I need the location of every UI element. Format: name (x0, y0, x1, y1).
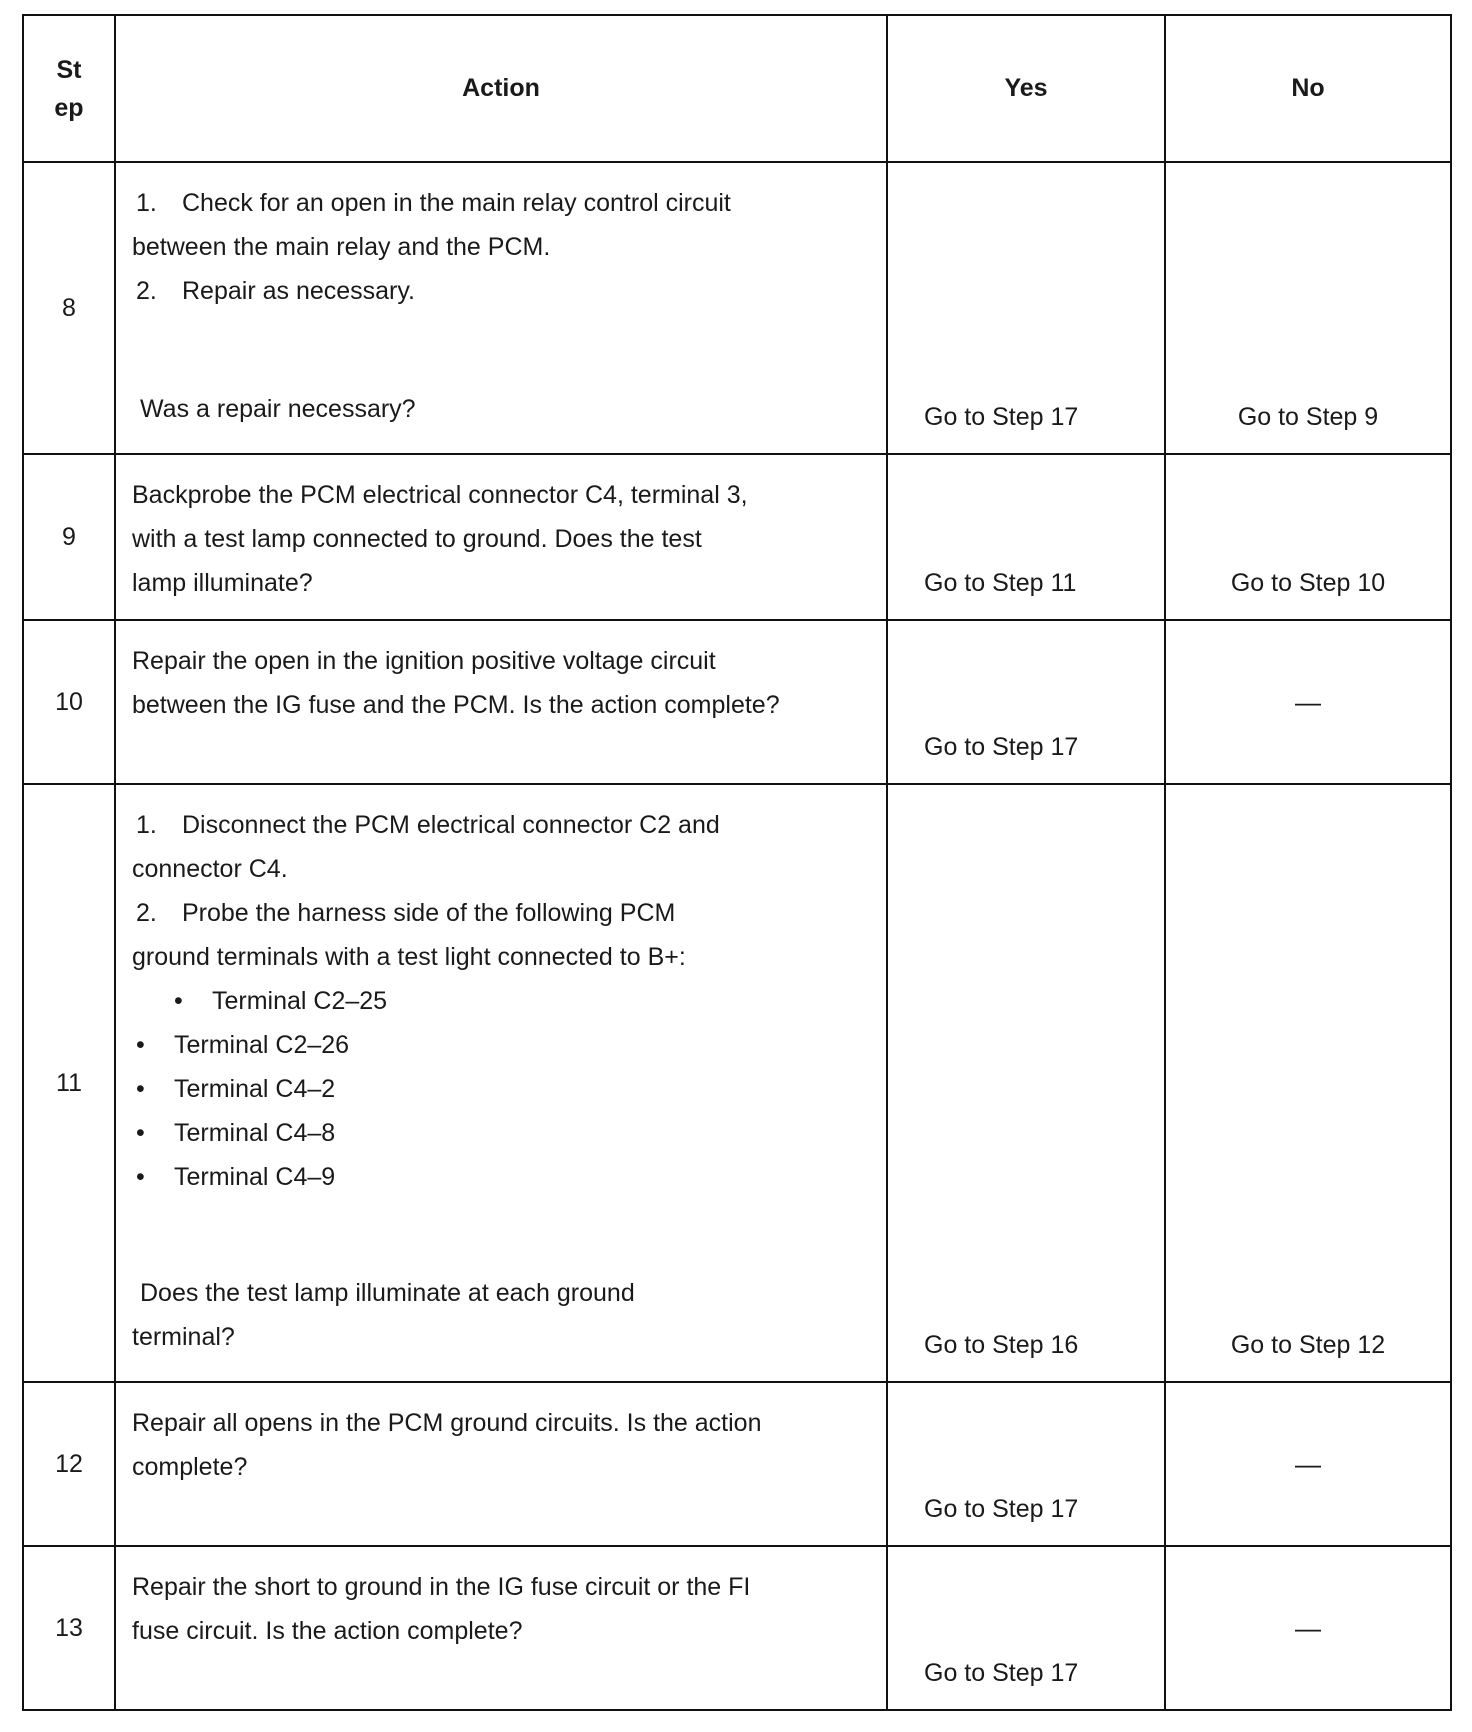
step-number: 9 (23, 454, 115, 620)
step-number: 13 (23, 1546, 115, 1710)
diagnostic-procedure-table (22, 14, 1452, 1711)
no-result: Go to Step 9 (1165, 162, 1451, 454)
bullet-icon: • (136, 1119, 145, 1147)
action-line: Repair all opens in the PCM ground circuits. Is the action (132, 1409, 762, 1437)
action-line: Repair the short to ground in the IG fuse circuit or the FI (132, 1573, 751, 1601)
action-cell (115, 620, 887, 784)
bullet-icon: • (174, 987, 183, 1015)
step-index: 2. (136, 899, 157, 927)
action-cell (115, 1382, 887, 1546)
action-text: Probe the harness side of the following PCM (182, 899, 676, 927)
header-no: No (1165, 15, 1451, 162)
question-line: Does the test lamp illuminate at each ground (140, 1279, 635, 1307)
list-item (132, 1023, 870, 1067)
table-row-step-8 (23, 162, 1451, 454)
action-cell (115, 162, 887, 454)
action-line: Backprobe the PCM electrical connector C4, terminal 3, (132, 481, 748, 509)
yes-result: Go to Step 17 (887, 1382, 1165, 1546)
action-cell (115, 454, 887, 620)
header-action: Action (115, 15, 887, 162)
step-number: 12 (23, 1382, 115, 1546)
no-result: — (1165, 620, 1451, 784)
action-text: Disconnect the PCM electrical connector C2 and (182, 811, 720, 839)
action-line: with a test lamp connected to ground. Does the test (132, 525, 702, 553)
list-item (132, 1067, 870, 1111)
action-line: complete? (132, 1453, 248, 1481)
header-step-label: St ep (54, 55, 84, 122)
action-line: between the IG fuse and the PCM. Is the action complete? (132, 691, 780, 719)
action-line (132, 803, 870, 847)
action-line (132, 181, 870, 225)
yes-result: Go to Step 17 (887, 620, 1165, 784)
yes-result: Go to Step 11 (887, 454, 1165, 620)
step-number: 10 (23, 620, 115, 784)
list-item (132, 1155, 870, 1199)
bullet-icon: • (136, 1163, 145, 1191)
terminal-label: Terminal C4–2 (174, 1075, 336, 1103)
action-line: ground terminals with a test light connected to B+: (132, 943, 686, 971)
action-line: connector C4. (132, 855, 288, 883)
no-result: — (1165, 1382, 1451, 1546)
action-line (132, 891, 870, 935)
bullet-icon: • (136, 1031, 145, 1059)
header-yes: Yes (887, 15, 1165, 162)
step-number: 8 (23, 162, 115, 454)
diagnostic-procedure-table-container (22, 14, 1450, 1714)
action-text: Repair as necessary. (182, 277, 415, 305)
action-line: between the main relay and the PCM. (132, 233, 551, 261)
question-line: terminal? (132, 1323, 235, 1351)
yes-result: Go to Step 17 (887, 1546, 1165, 1710)
step-index: 1. (136, 811, 157, 839)
terminal-label: Terminal C2–26 (174, 1031, 350, 1059)
action-text: Check for an open in the main relay control circuit (182, 189, 731, 217)
terminal-label: Terminal C2–25 (212, 987, 388, 1015)
list-item (132, 979, 870, 1023)
no-result: — (1165, 1546, 1451, 1710)
action-line (132, 269, 870, 313)
action-cell (115, 1546, 887, 1710)
action-line: fuse circuit. Is the action complete? (132, 1617, 523, 1645)
step-index: 2. (136, 277, 157, 305)
table-row-step-10 (23, 620, 1451, 784)
yes-result: Go to Step 17 (887, 162, 1165, 454)
table-row-step-9 (23, 454, 1451, 620)
table-row-step-13 (23, 1546, 1451, 1710)
header-step (23, 15, 115, 162)
no-result: Go to Step 12 (1165, 784, 1451, 1382)
table-row-step-11 (23, 784, 1451, 1382)
action-cell (115, 784, 887, 1382)
terminal-label: Terminal C4–8 (174, 1119, 336, 1147)
terminal-label: Terminal C4–9 (174, 1163, 336, 1191)
no-result: Go to Step 10 (1165, 454, 1451, 620)
table-row-step-12 (23, 1382, 1451, 1546)
question-line: Was a repair necessary? (140, 395, 416, 423)
bullet-icon: • (136, 1075, 145, 1103)
step-number: 11 (23, 784, 115, 1382)
action-line: Repair the open in the ignition positive voltage circuit (132, 647, 716, 675)
header-row (23, 15, 1451, 162)
action-line: lamp illuminate? (132, 569, 313, 597)
yes-result: Go to Step 16 (887, 784, 1165, 1382)
step-index: 1. (136, 189, 157, 217)
list-item (132, 1111, 870, 1155)
